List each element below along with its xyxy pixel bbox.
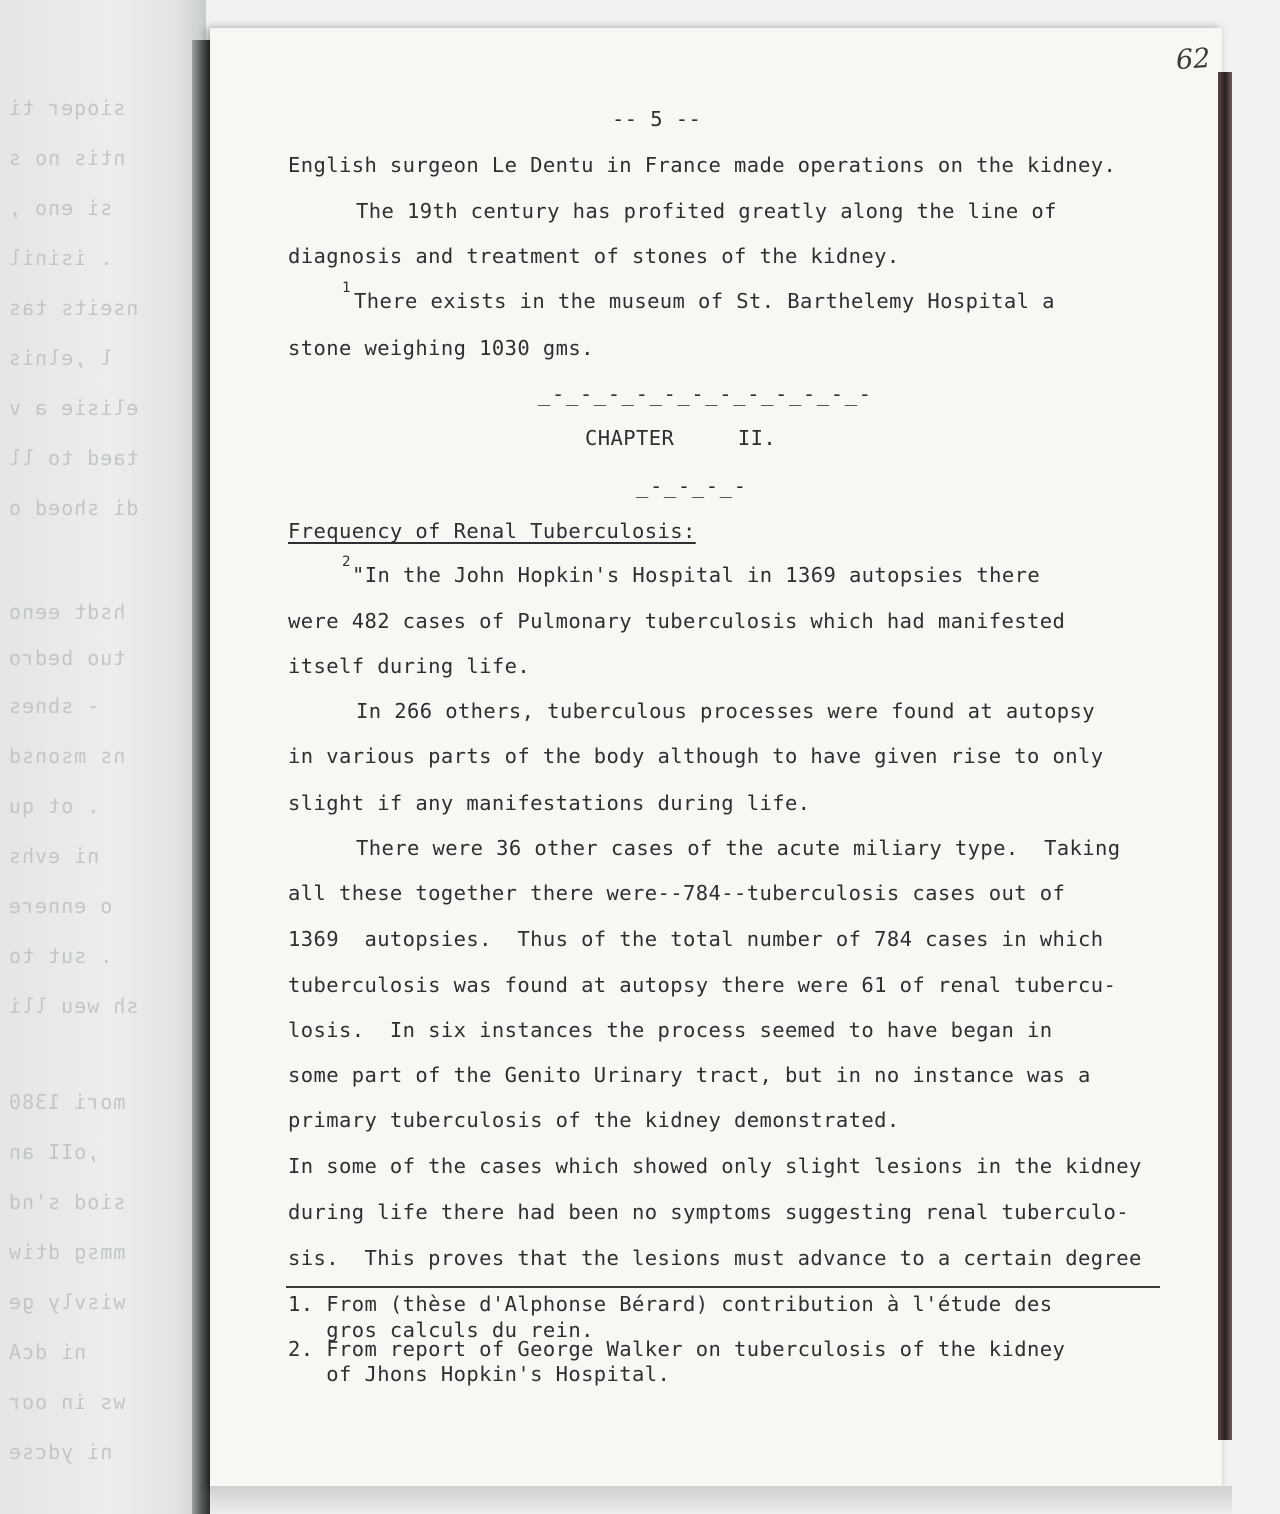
body-line: English surgeon Le Dentu in France made operations on the kidney. (288, 153, 1117, 177)
body-line: losis. In six instances the process seemed to have began in (288, 1018, 1053, 1042)
page-shadow (210, 1486, 1232, 1514)
section-heading: Frequency of Renal Tuberculosis: (288, 519, 696, 543)
body-line: "In the John Hopkin's Hospital in 1369 autopsies there (352, 563, 1041, 587)
body-line: stone weighing 1030 gms. (288, 336, 594, 360)
chapter-heading: CHAPTER II. (585, 426, 777, 450)
footnote-marker: 2 (342, 554, 351, 570)
body-line: In some of the cases which showed only slight lesions in the kidney (288, 1154, 1142, 1178)
body-line: The 19th century has profited greatly along the line of (356, 199, 1057, 223)
body-line: during life there had been no symptoms suggesting renal tuberculo- (288, 1200, 1129, 1224)
footnote-line: 1. From (thèse d'Alphonse Bérard) contribution à l'étude des (288, 1292, 1053, 1316)
separator-line: _-_-_-_-_-_-_-_-_-_-_-_- (538, 382, 873, 406)
footnote-line: 2. From report of George Walker on tuberculosis of the kidney (288, 1337, 1066, 1361)
body-line: sis. This proves that the lesions must advance to a certain degree (288, 1246, 1142, 1270)
body-line: There were 36 other cases of the acute miliary type. Taking (356, 836, 1121, 860)
footnote-line: of Jhons Hopkin's Hospital. (288, 1362, 671, 1386)
folio-number: 62 (1174, 42, 1212, 77)
left-page: sioqer ti ntis no s si eno , . isinil nseits tas l ,elnis elisie a v taed to ll di shoed o hsdt eeno tuo bedro - sbnes ns msonsd . ot qu ni evhs o ennere . sut to sh weu lli mori 1380 ,oII an siod s'nd mmsg dtiw wisvly ge ni dcA ws in oor ni ydcse (0, 0, 206, 1514)
body-line: slight if any manifestations during life. (288, 791, 811, 815)
body-line: all these together there were--784--tuberculosis cases out of (288, 881, 1066, 905)
body-line: in various parts of the body although to have given rise to only (288, 744, 1104, 768)
separator-line: _-_-_-_- (636, 474, 748, 498)
body-line: 1369 autopsies. Thus of the total number of 784 cases in which (288, 927, 1104, 951)
body-line: itself during life. (288, 654, 531, 678)
body-line: were 482 cases of Pulmonary tuberculosis which had manifested (288, 609, 1066, 633)
body-line: There exists in the museum of St. Barthelemy Hospital a (354, 289, 1055, 313)
footnote-marker: 1 (342, 280, 351, 296)
body-line: primary tuberculosis of the kidney demonstrated. (288, 1108, 900, 1132)
body-line: diagnosis and treatment of stones of the kidney. (288, 244, 900, 268)
page-edge (1218, 72, 1232, 1440)
footnote-divider (286, 1286, 1160, 1288)
footnote-line: gros calculs du rein. (288, 1318, 594, 1342)
body-line: In 266 others, tuberculous processes were found at autopsy (356, 699, 1096, 723)
body-line: tuberculosis was found at autopsy there were 61 of renal tubercu- (288, 973, 1117, 997)
body-line: some part of the Genito Urinary tract, but in no instance was a (288, 1063, 1091, 1087)
page-number: -- 5 -- (612, 107, 702, 131)
